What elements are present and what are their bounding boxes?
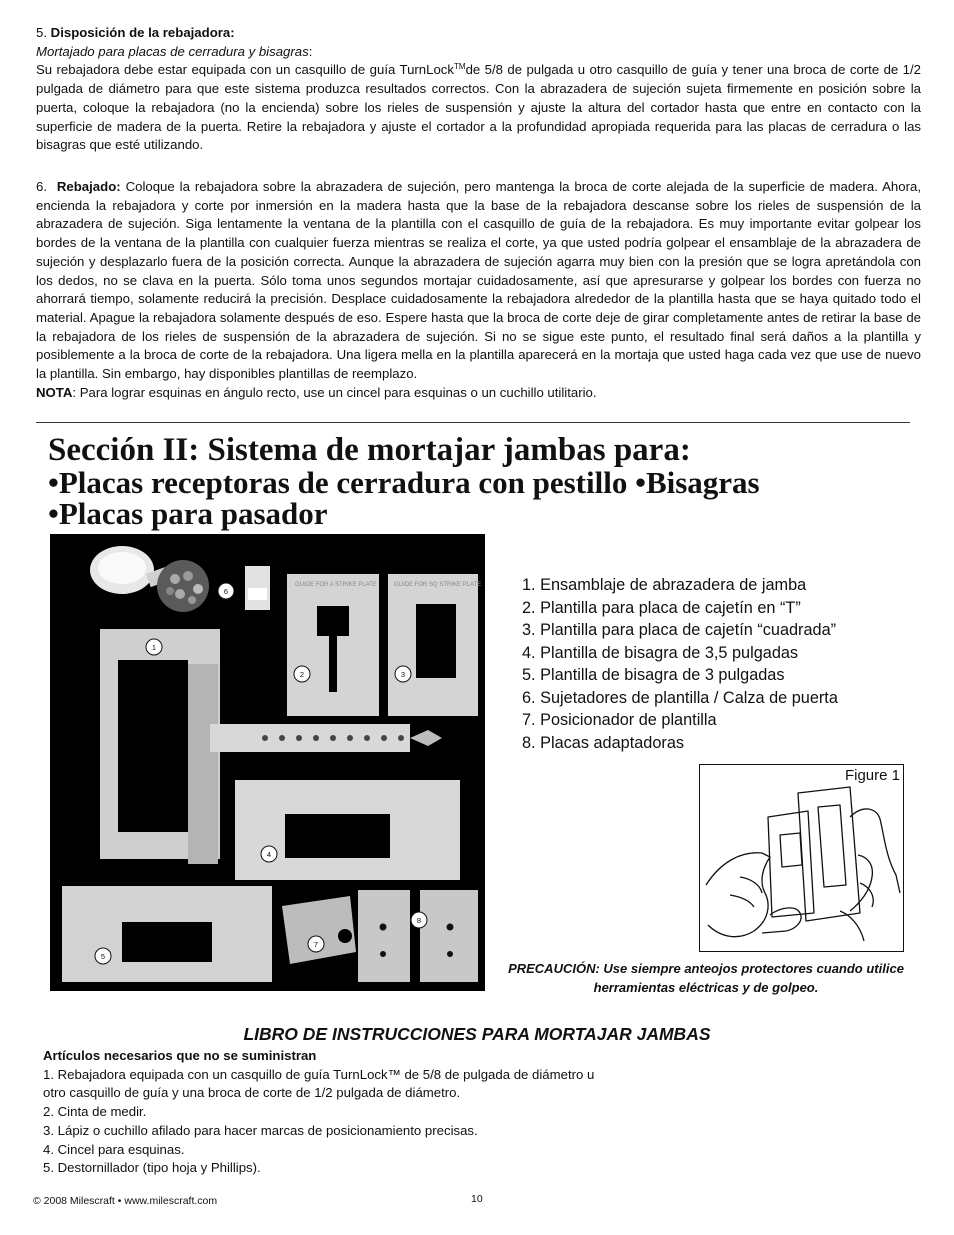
product-photo-drawing <box>50 534 485 991</box>
callout-4-label: 4 <box>266 850 272 859</box>
section-5-body-a: Su rebajadora debe estar equipada con un casquillo de guía TurnLock <box>36 62 454 78</box>
section-5-body-b: de 5/8 de pulgada u otro casquillo de guía y tener una broca de corte de 1/2 pulgada de diámetro para que este sistema produzca resultados correctos. Con la abrazadera de sujeción sujeta firmemente en posición sobre la puerta, coloque la rebajadora (no la encienda) sobre los rieles de suspensión y ajuste la altura del cortador hasta que entre en contacto con la superficie de madera de la puerta. Retire la rebajadora y ajuste el cortador a la profundidad apropiada requerida para las placas de cerradura o las bisagras que esté utilizando. <box>36 62 921 153</box>
required-item: 4. Cincel para esquinas. <box>43 1141 185 1157</box>
note-label: NOTA <box>36 384 73 400</box>
figure-1-label: Figure 1 <box>844 767 900 784</box>
required-item: 1. Rebajadora equipada con un casquillo de guía TurnLock™ de 5/8 de pulgada de diámetro u otro casquillo de guía y una broca de corte de 1/2 pulgada de diámetro. <box>43 1066 595 1101</box>
callout-5 <box>95 948 111 964</box>
section-2-line-3: •Placas para pasador <box>48 496 328 531</box>
parts-list-item: 3. Plantilla para placa de cajetín “cuadrada” <box>522 621 837 639</box>
parts-list <box>522 574 838 754</box>
callout-6 <box>218 583 234 599</box>
required-items-title: Artículos necesarios que no se suministran <box>43 1048 317 1063</box>
section-6-body: Coloque la rebajadora sobre la abrazadera de sujeción, pero mantenga la broca de corte alejada de la superficie de madera. Ahora, encienda la rebajadora y corte por inmersión en la madera hasta que la base de la rebajadora descanse sobre los rieles de suspensión de la abrazadera de sujeción. Siga lentamente la ventana de la plantilla con el casquillo de guía de la rebajadora. Es muy importante evitar golpear los bordes de la ventana de la plantilla con cualquier fuerza mientras se realiza el corte, ya que usted podría golpear el ensamblaje de la abrazadera de sujeción y desplazarlo fuera de la posición correcta. Aunque la abrazadera de sujeción agarra muy bien con la presión que se logra apretándola con los dedos, no se clava en la puerta. Sólo toma unos segundos mortajar cuidadosamente, así que apresurarse y golpear los bordes con fuerza no ahorrará tiempo, solamente reducirá la precisión. Desplace cuidadosamente la rebajadora alrededor de la plantilla hasta que se haya quitado todo el material. Apague la rebajadora solamente después de eso. Espere hasta que la broca de corte deje de girar completamente antes de retirar la base de la rebajadora de los rieles de suspensión de la abrazadera de sujeción. Si no se sigue este punto, el resultado final será daños a la plantilla y posiblemente a la broca de corte de la rebajadora. Una ligera mella en la plantilla aparecerá en la mortaja que usted haga cada vez que use de nuevo la plantilla. Sin embargo, hay disponibles plantillas de reemplazo. <box>36 179 921 382</box>
section-2-line-2: •Placas receptoras de cerradura con pestillo •Bisagras <box>48 465 760 500</box>
callout-4 <box>261 846 277 862</box>
section-5-subtitle: Mortajado para placas de cerradura y bisagras <box>36 43 309 59</box>
plate-3-text: GUIDE FOR SQ STRIKE PLATE <box>394 582 482 588</box>
callout-3 <box>395 666 411 682</box>
required-item: 5. Destornillador (tipo hoja y Phillips). <box>43 1160 261 1176</box>
section-2-heading <box>48 432 691 469</box>
section-2-title: Sección II: Sistema de mortajar jambas para: <box>48 432 691 468</box>
manual-title: LIBRO DE INSTRUCCIONES PARA MORTAJAR JAMBAS <box>243 1024 711 1044</box>
section-6 <box>36 178 921 402</box>
footer-copyright: © 2008 Milescraft • www.milescraft.com <box>33 1195 218 1207</box>
callout-7 <box>308 936 324 952</box>
section-6-number: 6. <box>36 179 47 194</box>
section-5-subtitle-colon: : <box>308 43 313 59</box>
parts-list-item: 2. Plantilla para placa de cajetín en “T” <box>522 598 801 617</box>
parts-list-item: 6. Sujetadores de plantilla / Calza de puerta <box>522 688 838 707</box>
callout-2-label: 2 <box>299 670 305 679</box>
callout-2 <box>294 666 310 682</box>
section-6-title: Rebajado: <box>56 179 121 194</box>
parts-list-item: 8. Placas adaptadoras <box>522 733 685 752</box>
required-item: 3. Lápiz o cuchillo afilado para hacer marcas de posicionamiento precisas. <box>43 1122 478 1138</box>
parts-list-item: 4. Plantilla de bisagra de 3,5 pulgadas <box>522 643 799 662</box>
trademark-mark: TM <box>454 62 466 72</box>
callout-8-label: 8 <box>416 916 422 925</box>
section-5-number: 5. <box>36 25 47 40</box>
section-5-title: Disposición de la rebajadora: <box>50 25 235 40</box>
required-item: 2. Cinta de medir. <box>43 1104 147 1120</box>
callout-7-label: 7 <box>313 940 319 949</box>
note-text: : Para lograr esquinas en ángulo recto, use un cincel para esquinas o un cuchillo utilitario. <box>72 384 597 400</box>
product-photo <box>50 534 485 991</box>
page-number: 10 <box>471 1193 483 1205</box>
parts-list-item: 1. Ensamblaje de abrazadera de jamba <box>522 576 807 594</box>
caution-note: PRECAUCIÓN: Use siempre anteojos protectores cuando utilice herramientas eléctricas y de golpeo. <box>508 961 904 995</box>
plate-2-text: GUIDE FOR A STRIKE PLATE <box>295 582 377 588</box>
hands-holding-template-illustration <box>700 765 903 951</box>
required-items <box>43 1047 603 1178</box>
callout-1-label: 1 <box>151 643 157 652</box>
callout-5-label: 5 <box>100 952 106 961</box>
callout-8 <box>411 912 427 928</box>
parts-list-item: 5. Plantilla de bisagra de 3 pulgadas <box>522 666 785 684</box>
section-divider <box>36 422 910 423</box>
figure-1 <box>699 764 904 952</box>
section-5 <box>36 24 921 155</box>
parts-list-item: 7. Posicionador de plantilla <box>522 711 717 729</box>
callout-1 <box>146 639 162 655</box>
callout-3-label: 3 <box>400 670 406 679</box>
callout-6-label: 6 <box>223 587 229 596</box>
